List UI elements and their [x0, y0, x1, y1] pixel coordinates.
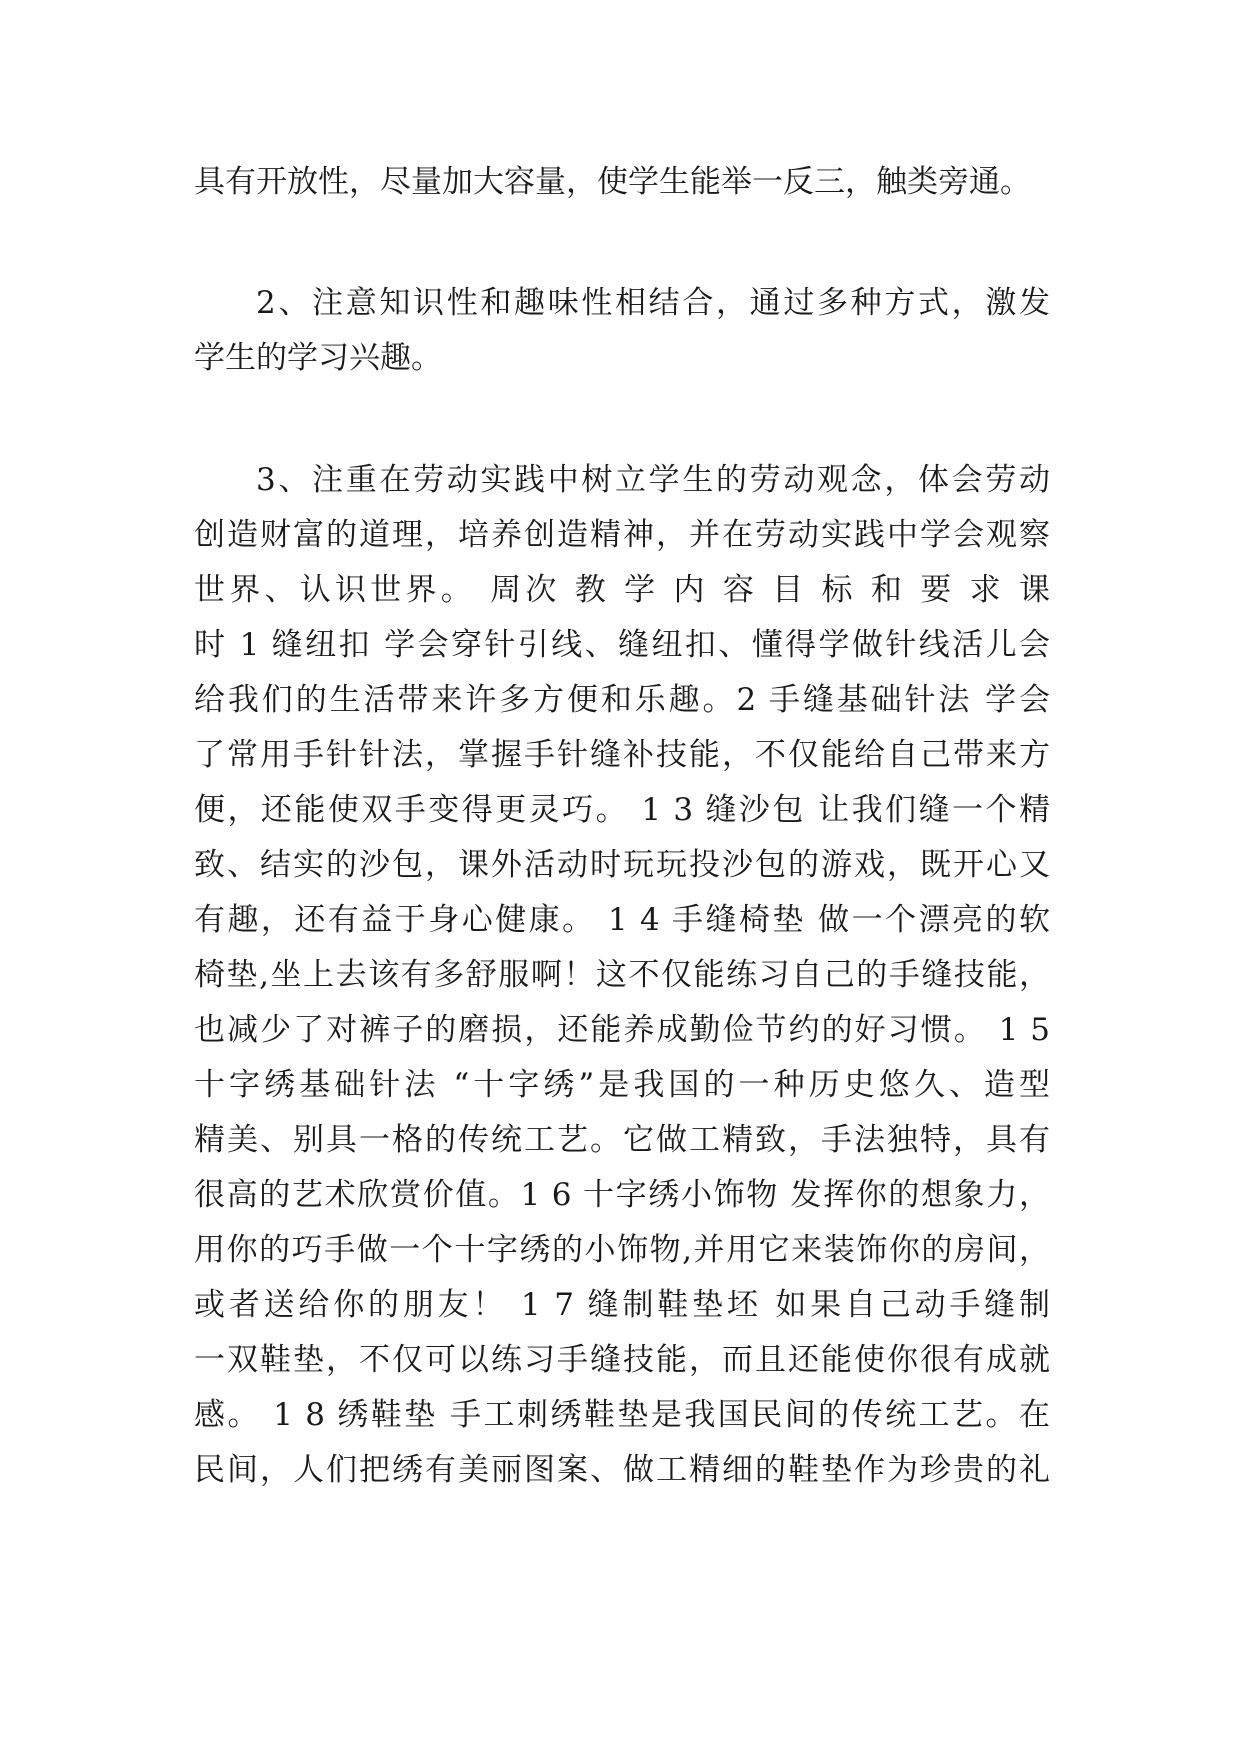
paragraph-3-line-18: 感。 1 8 绣鞋垫 手工刺绣鞋垫是我国民间的传统工艺。在 [194, 1397, 1050, 1433]
paragraph-3-line-15: 用你的巧手做一个十字绣的小饰物,并用它来装饰你的房间， [194, 1232, 1050, 1268]
paragraph-3-line-2: 创造财富的道理，培养创造精神，并在劳动实践中学会观察 [194, 517, 1050, 553]
paragraph-3-line-4: 时 1 缝纽扣 学会穿针引线、缝纽扣、懂得学做针线活儿会 [194, 627, 1050, 663]
paragraph-3-line-5: 给我们的生活带来许多方便和乐趣。2 手缝基础针法 学会 [194, 682, 1050, 718]
paragraph-1-line-1: 具有开放性，尽量加大容量，使学生能举一反三，触类旁通。 [194, 164, 1031, 200]
paragraph-3-line-8: 致、结实的沙包，课外活动时玩玩投沙包的游戏，既开心又 [194, 847, 1050, 883]
paragraph-3-line-9: 有趣，还有益于身心健康。 1 4 手缝椅垫 做一个漂亮的软 [194, 902, 1050, 938]
paragraph-3-line-19: 民间，人们把绣有美丽图案、做工精细的鞋垫作为珍贵的礼 [194, 1452, 1050, 1488]
paragraph-3-line-17: 一双鞋垫，不仅可以练习手缝技能，而且还能使你很有成就 [194, 1342, 1050, 1378]
paragraph-3-line-16: 或者送给你的朋友！ 1 7 缝制鞋垫坯 如果自己动手缝制 [194, 1287, 1050, 1323]
paragraph-3-line-7: 便，还能使双手变得更灵巧。 1 3 缝沙包 让我们缝一个精 [194, 792, 1050, 828]
paragraph-2-line-1: 2、注意知识性和趣味性相结合，通过多种方式，激发 [256, 285, 1050, 321]
paragraph-3-line-6: 了常用手针针法，掌握手针缝补技能，不仅能给自己带来方 [194, 737, 1050, 773]
paragraph-3-line-10: 椅垫,坐上去该有多舒服啊！这不仅能练习自己的手缝技能， [194, 957, 1050, 993]
paragraph-2-line-2: 学生的学习兴趣。 [194, 340, 442, 376]
paragraph-3-line-12: 十字绣基础针法 “十字绣”是我国的一种历史悠久、造型 [194, 1067, 1050, 1103]
paragraph-3-line-13: 精美、别具一格的传统工艺。它做工精致，手法独特，具有 [194, 1122, 1050, 1158]
paragraph-3-line-11: 也减少了对裤子的磨损，还能养成勤俭节约的好习惯。 1 5 [194, 1012, 1050, 1048]
paragraph-3-line-3: 世界、认识世界。 周次 教 学 内 容 目 标 和 要 求 课 [194, 572, 1050, 608]
paragraph-3-line-1: 3、注重在劳动实践中树立学生的劳动观念，体会劳动 [256, 462, 1050, 498]
paragraph-3-line-14: 很高的艺术欣赏价值。1 6 十字绣小饰物 发挥你的想象力， [194, 1177, 1050, 1213]
